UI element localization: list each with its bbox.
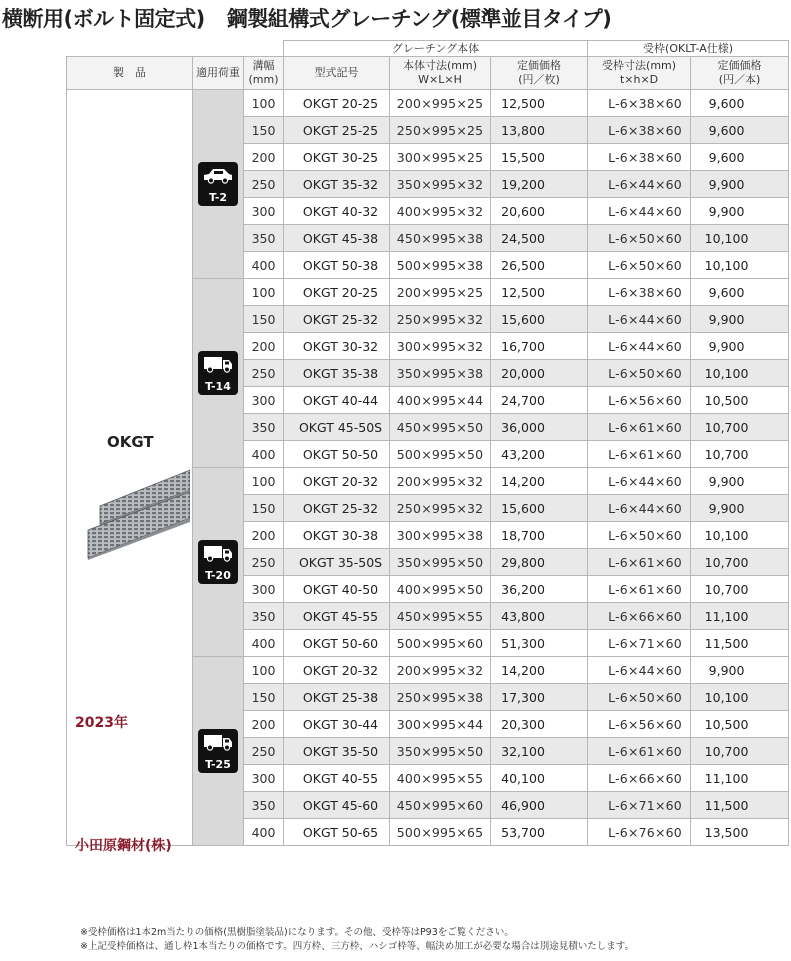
width-cell: 200 [244,144,284,171]
frame-size-cell: L-6×61×60 [588,414,691,441]
product-name: OKGT [107,433,154,451]
frame-price-cell: 10,100 [691,522,789,549]
load-cell [193,468,244,657]
price-cell: 16,700 [491,333,588,360]
load-cell [193,279,244,468]
price-cell: 20,300 [491,711,588,738]
model-cell: OKGT 40-44 [284,387,390,414]
width-cell: 350 [244,414,284,441]
group-frame-header: 受枠(OKLT-A仕様) [588,41,789,57]
width-cell: 400 [244,441,284,468]
size-cell: 200×995×25 [390,279,491,306]
price-cell: 43,200 [491,441,588,468]
width-cell: 100 [244,468,284,495]
width-cell: 400 [244,630,284,657]
size-cell: 450×995×50 [390,414,491,441]
frame-price-cell: 9,900 [691,198,789,225]
frame-price-header: 定価価格 (円／本) [691,57,789,90]
size-cell: 300×995×44 [390,711,491,738]
model-cell: OKGT 30-44 [284,711,390,738]
price-cell: 12,500 [491,279,588,306]
width-cell: 200 [244,333,284,360]
model-cell: OKGT 20-25 [284,90,390,117]
frame-size-cell: L-6×44×60 [588,198,691,225]
price-cell: 32,100 [491,738,588,765]
price-cell: 53,700 [491,819,588,846]
frame-size-cell: L-6×44×60 [588,495,691,522]
model-cell: OKGT 25-32 [284,306,390,333]
size-cell: 200×995×32 [390,468,491,495]
frame-size-cell: L-6×56×60 [588,387,691,414]
price-cell: 15,600 [491,495,588,522]
width-cell: 300 [244,576,284,603]
frame-price-cell: 9,900 [691,657,789,684]
model-cell: OKGT 40-32 [284,198,390,225]
size-cell: 450×995×55 [390,603,491,630]
size-cell: 200×995×25 [390,90,491,117]
width-cell: 150 [244,684,284,711]
frame-price-cell: 10,700 [691,414,789,441]
load-badge [198,351,238,395]
frame-size-cell: L-6×44×60 [588,468,691,495]
width-cell: 350 [244,603,284,630]
frame-price-cell: 9,900 [691,171,789,198]
model-cell: OKGT 30-32 [284,333,390,360]
price-cell: 26,500 [491,252,588,279]
frame-size-cell: L-6×44×60 [588,171,691,198]
model-cell: OKGT 30-38 [284,522,390,549]
load-cell [193,657,244,846]
width-cell: 150 [244,495,284,522]
price-cell: 24,500 [491,225,588,252]
width-cell: 250 [244,738,284,765]
size-cell: 500×995×50 [390,441,491,468]
spec-table [66,40,789,846]
size-cell: 350×995×50 [390,738,491,765]
frame-price-cell: 10,100 [691,225,789,252]
width-cell: 300 [244,765,284,792]
load-label: T-14 [205,380,231,393]
size-cell: 500×995×65 [390,819,491,846]
width-cell: 150 [244,306,284,333]
frame-size-cell: L-6×61×60 [588,441,691,468]
model-cell: OKGT 35-50 [284,738,390,765]
title-part1: 横断用(ボルト固定式) [2,7,205,31]
size-cell: 450×995×38 [390,225,491,252]
model-cell: OKGT 40-50 [284,576,390,603]
load-badge [198,729,238,773]
product-header: 製 品 [67,57,193,90]
size-cell: 350×995×50 [390,549,491,576]
model-cell: OKGT 25-38 [284,684,390,711]
price-cell: 15,500 [491,144,588,171]
frame-price-cell: 9,900 [691,306,789,333]
frame-price-cell: 11,500 [691,792,789,819]
footnotes [80,926,634,954]
price-cell: 20,600 [491,198,588,225]
frame-price-cell: 9,600 [691,117,789,144]
frame-size-cell: L-6×38×60 [588,117,691,144]
model-cell: OKGT 35-50S [284,549,390,576]
frame-price-cell: 9,600 [691,144,789,171]
frame-size-cell: L-6×50×60 [588,360,691,387]
size-cell: 500×995×60 [390,630,491,657]
price-cell: 15,600 [491,306,588,333]
frame-price-cell: 10,700 [691,738,789,765]
width-cell: 300 [244,198,284,225]
size-cell: 400×995×55 [390,765,491,792]
size-cell: 250×995×32 [390,495,491,522]
frame-price-cell: 9,900 [691,333,789,360]
size-cell: 350×995×38 [390,360,491,387]
size-cell: 250×995×25 [390,117,491,144]
frame-size-cell: L-6×66×60 [588,603,691,630]
size-cell: 300×995×38 [390,522,491,549]
price-cell: 29,800 [491,549,588,576]
size-cell: 400×995×44 [390,387,491,414]
price-cell: 13,800 [491,117,588,144]
size-cell: 400×995×50 [390,576,491,603]
frame-price-cell: 10,100 [691,252,789,279]
model-cell: OKGT 20-32 [284,657,390,684]
width-cell: 400 [244,252,284,279]
model-cell: OKGT 25-25 [284,117,390,144]
frame-size-cell: L-6×50×60 [588,252,691,279]
price-cell: 19,200 [491,171,588,198]
width-cell: 200 [244,522,284,549]
price-header: 定価価格 (円／枚) [491,57,588,90]
width-cell: 200 [244,711,284,738]
size-cell: 300×995×25 [390,144,491,171]
frame-size-cell: L-6×44×60 [588,306,691,333]
frame-size-cell: L-6×50×60 [588,684,691,711]
title-part2: 鋼製組構式グレーチング(標準並目タイプ) [226,7,612,31]
frame-price-cell: 10,100 [691,684,789,711]
frame-price-cell: 10,500 [691,711,789,738]
model-cell: OKGT 45-55 [284,603,390,630]
load-label: T-20 [205,569,231,582]
frame-size-cell: L-6×50×60 [588,522,691,549]
model-cell: OKGT 50-50 [284,441,390,468]
frame-size-cell: L-6×38×60 [588,144,691,171]
price-cell: 18,700 [491,522,588,549]
model-cell: OKGT 40-55 [284,765,390,792]
frame-size-cell: L-6×71×60 [588,630,691,657]
frame-price-cell: 9,600 [691,279,789,306]
size-cell: 350×995×32 [390,171,491,198]
frame-size-cell: L-6×71×60 [588,792,691,819]
model-cell: OKGT 35-32 [284,171,390,198]
width-cell: 100 [244,90,284,117]
price-cell: 17,300 [491,684,588,711]
width-cell: 250 [244,549,284,576]
frame-size-cell: L-6×38×60 [588,279,691,306]
load-badge [198,540,238,584]
page-title [2,2,789,36]
model-cell: OKGT 30-25 [284,144,390,171]
price-cell: 40,100 [491,765,588,792]
model-cell: OKGT 35-38 [284,360,390,387]
frame-price-cell: 10,700 [691,576,789,603]
frame-price-cell: 9,900 [691,468,789,495]
frame-price-cell: 11,500 [691,630,789,657]
model-cell: OKGT 20-32 [284,468,390,495]
size-cell: 250×995×38 [390,684,491,711]
load-label: T-2 [208,191,228,204]
price-cell: 43,800 [491,603,588,630]
frame-size-cell: L-6×66×60 [588,765,691,792]
frame-price-cell: 10,500 [691,387,789,414]
size-cell: 400×995×32 [390,198,491,225]
model-cell: OKGT 25-32 [284,495,390,522]
grating-image [86,460,190,560]
frame-price-cell: 10,700 [691,549,789,576]
load-badge [198,162,238,206]
width-cell: 100 [244,657,284,684]
width-header: 溝幅 (mm) [244,57,284,90]
footnote: ※上記受枠価格は、通し枠1本当たりの価格です。四方枠、三方枠、ハシゴ枠等、幅決め加工が必要な場合は別途見積いたします。 [80,941,634,952]
model-cell: OKGT 50-65 [284,819,390,846]
frame-size-cell: L-6×44×60 [588,657,691,684]
width-cell: 300 [244,387,284,414]
width-cell: 400 [244,819,284,846]
frame-size-cell: L-6×76×60 [588,819,691,846]
price-cell: 51,300 [491,630,588,657]
model-cell: OKGT 45-50S [284,414,390,441]
frame-size-header: 受枠寸法(mm) t×h×D [588,57,691,90]
price-cell: 46,900 [491,792,588,819]
frame-price-cell: 11,100 [691,765,789,792]
price-cell: 14,200 [491,468,588,495]
size-cell: 300×995×32 [390,333,491,360]
size-header: 本体寸法(mm) W×L×H [390,57,491,90]
load-label: T-25 [205,758,231,771]
width-cell: 100 [244,279,284,306]
frame-price-cell: 9,600 [691,90,789,117]
footnote: ※受枠価格は1本2m当たりの価格(黒樹脂塗装品)になります。その他、受枠等はP93をご覧ください。 [80,927,514,938]
frame-price-cell: 10,700 [691,441,789,468]
width-cell: 350 [244,792,284,819]
model-cell: OKGT 50-60 [284,630,390,657]
width-cell: 250 [244,171,284,198]
frame-size-cell: L-6×44×60 [588,333,691,360]
price-cell: 36,200 [491,576,588,603]
frame-size-cell: L-6×50×60 [588,225,691,252]
model-cell: OKGT 45-38 [284,225,390,252]
price-cell: 12,500 [491,90,588,117]
frame-size-cell: L-6×38×60 [588,90,691,117]
model-header: 型式記号 [284,57,390,90]
frame-price-cell: 13,500 [691,819,789,846]
year-label: 2023年 [75,715,128,731]
model-cell: OKGT 45-60 [284,792,390,819]
size-cell: 500×995×38 [390,252,491,279]
load-cell [193,90,244,279]
model-cell: OKGT 50-38 [284,252,390,279]
frame-price-cell: 10,100 [691,360,789,387]
price-cell: 24,700 [491,387,588,414]
frame-price-cell: 11,100 [691,603,789,630]
width-cell: 150 [244,117,284,144]
maker-label: 小田原鋼材(株) [75,838,172,854]
frame-price-cell: 9,900 [691,495,789,522]
model-cell: OKGT 20-25 [284,279,390,306]
price-cell: 14,200 [491,657,588,684]
size-cell: 450×995×60 [390,792,491,819]
frame-size-cell: L-6×61×60 [588,549,691,576]
price-cell: 20,000 [491,360,588,387]
group-body-header: グレーチング本体 [284,41,588,57]
size-cell: 200×995×32 [390,657,491,684]
frame-size-cell: L-6×56×60 [588,711,691,738]
size-cell: 250×995×32 [390,306,491,333]
price-cell: 36,000 [491,414,588,441]
frame-size-cell: L-6×61×60 [588,576,691,603]
table-row [67,90,789,117]
frame-size-cell: L-6×61×60 [588,738,691,765]
width-cell: 250 [244,360,284,387]
load-header: 適用荷重 [193,57,244,90]
width-cell: 350 [244,225,284,252]
